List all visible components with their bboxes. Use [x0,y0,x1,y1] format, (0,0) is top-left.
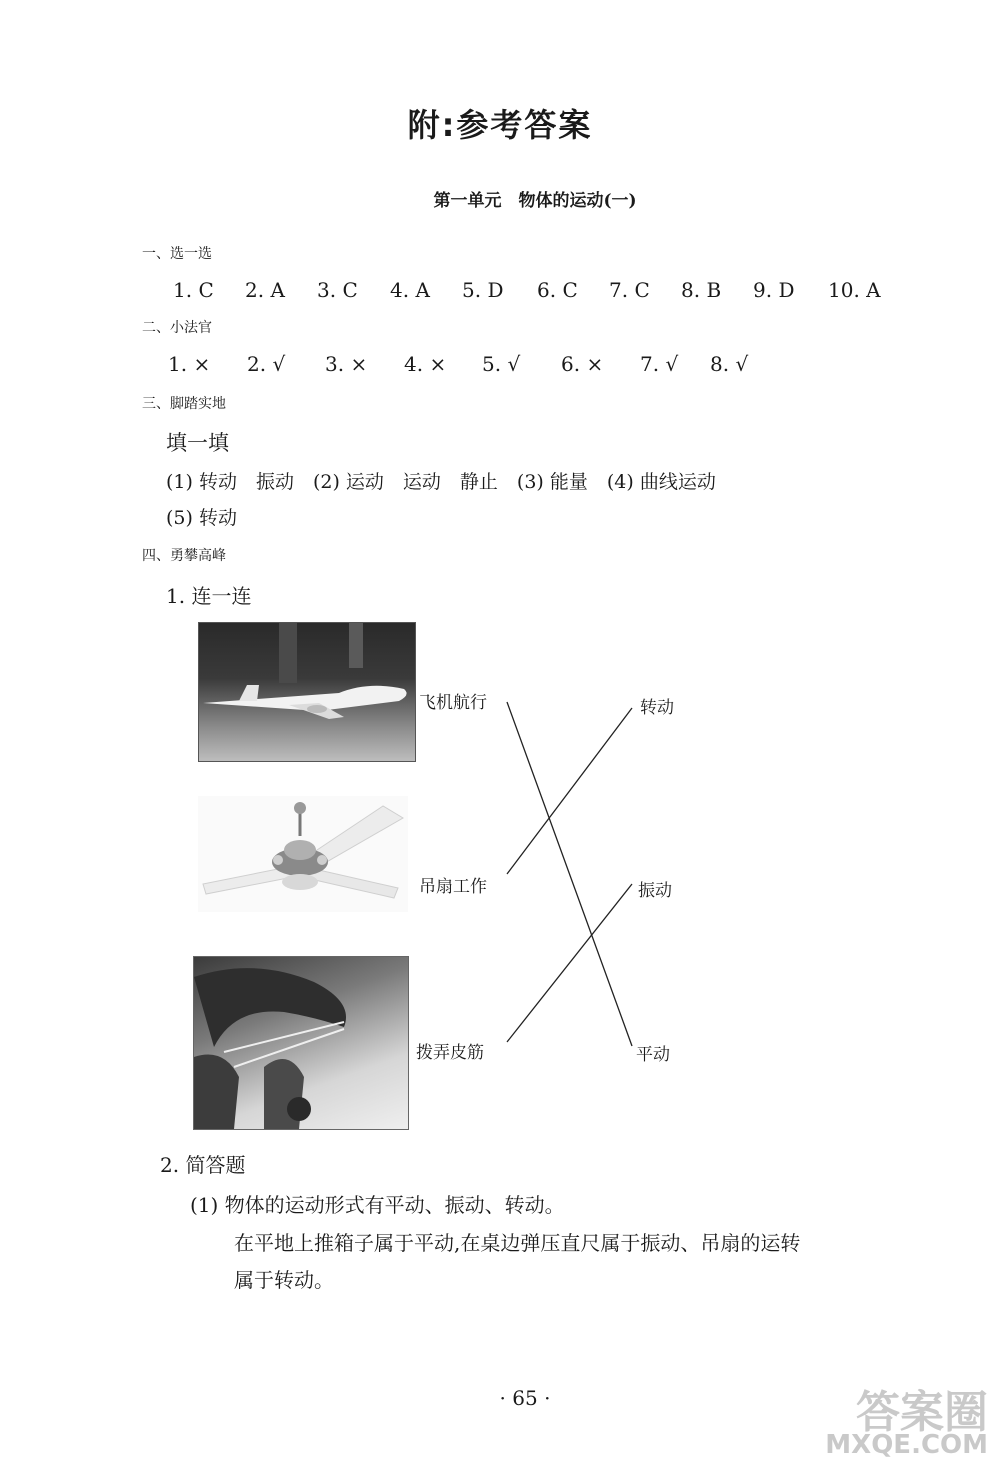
section-practice: 三、脚踏实地 [142,396,226,412]
connect-left-fan: 吊扇工作 [419,877,487,897]
section-judge: 二、小法官 [142,320,212,336]
short-answer-line-1: (1) 物体的运动形式有平动、振动、转动。 [190,1193,565,1217]
short-answer-line-3: 属于转动。 [234,1268,334,1292]
short-answer-heading: 2. 简答题 [160,1153,246,1177]
choice-answer: 10. A [828,278,881,302]
connect-left-airplane: 飞机航行 [419,693,487,713]
fill-line-2: (5) 转动 [166,507,237,529]
fill-heading: 填一填 [166,431,229,455]
section-choice: 一、选一选 [142,246,212,262]
judge-answer: 3. × [325,352,368,376]
connect-left-band: 拨弄皮筋 [416,1043,484,1063]
judge-answer: 1. × [168,352,211,376]
watermark-site: MXQE.COM [825,1430,988,1460]
connect-heading: 1. 连一连 [166,584,252,608]
choice-answer: 3. C [317,278,358,302]
judge-answer: 5. √ [482,352,521,376]
choice-answer: 2. A [245,278,285,302]
judge-answer: 4. × [404,352,447,376]
judge-answer: 7. √ [640,352,679,376]
link-band-vibration [507,884,632,1042]
short-answer-line-2: 在平地上推箱子属于平动,在桌边弹压直尺属于振动、吊扇的运转 [234,1231,801,1255]
link-fan-rotation [507,708,632,874]
watermark-logo: 答案圈 [856,1387,988,1438]
connect-right-translation: 平动 [636,1045,670,1065]
judge-answer: 8. √ [710,352,749,376]
judge-answer: 2. √ [247,352,286,376]
judge-answer: 6. × [561,352,604,376]
section-challenge: 四、勇攀高峰 [142,548,226,564]
choice-answer: 8. B [681,278,722,302]
page-number: · 65 · [499,1386,551,1410]
fill-line-1: (1) 转动 振动 (2) 运动 运动 静止 (3) 能量 (4) 曲线运动 [166,471,716,493]
link-airplane-translation [507,702,632,1046]
choice-answer: 1. C [173,278,214,302]
unit-title: 第一单元 物体的运动(一) [433,191,637,211]
choice-answer: 6. C [537,278,578,302]
choice-answer: 9. D [753,278,795,302]
choice-answer: 4. A [390,278,430,302]
connect-right-vibration: 振动 [638,881,672,901]
connect-right-rotation: 转动 [640,698,674,718]
choice-answer: 7. C [609,278,650,302]
page-title: 附:参考答案 [407,106,593,144]
choice-answer: 5. D [462,278,504,302]
